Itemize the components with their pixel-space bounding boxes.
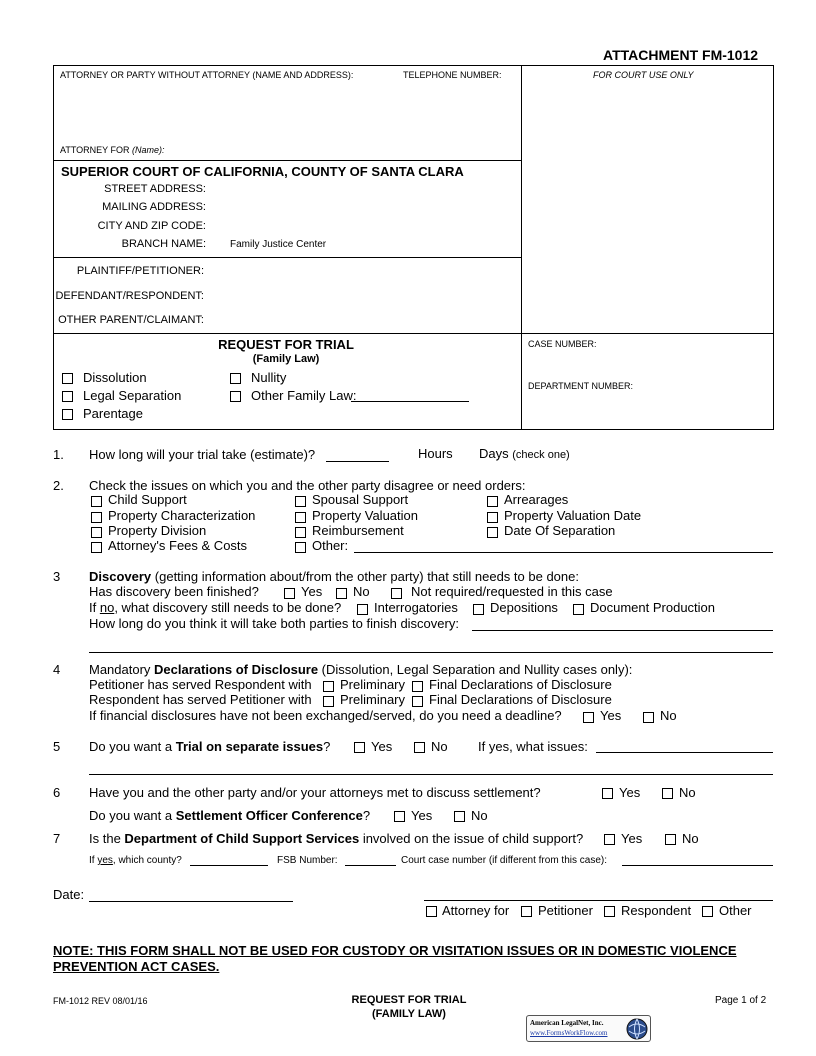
document-production-label: Document Production	[590, 600, 716, 615]
property-valuation-date-checkbox[interactable]	[487, 512, 498, 523]
no-label: No	[660, 708, 677, 723]
dissolution-label: Dissolution	[83, 370, 147, 385]
separate-trial-yes-checkbox[interactable]	[354, 742, 365, 753]
respondent-final-checkbox[interactable]	[412, 696, 423, 707]
attorney-for-checkbox[interactable]	[426, 906, 437, 917]
preliminary-label: Preliminary	[340, 677, 406, 692]
caption-divider	[521, 65, 522, 430]
yes-label: Yes	[600, 708, 622, 723]
sig-petitioner-checkbox[interactable]	[521, 906, 532, 917]
note-line-1: NOTE: THIS FORM SHALL NOT BE USED FOR CUSTODY OR VISITATION ISSUES OR IN DOMESTIC VIOLENCE	[53, 943, 737, 958]
separate-issues-label: If yes, what issues:	[478, 739, 588, 754]
other-family-law-checkbox[interactable]	[230, 391, 241, 402]
court-name: SUPERIOR COURT OF CALIFORNIA, COUNTY OF SANTA CLARA	[61, 164, 464, 179]
how-long-label: How long do you think it will take both parties to finish discovery:	[89, 616, 459, 631]
q4-number: 4	[53, 662, 61, 677]
other-parent-label: OTHER PARENT/CLAIMANT:	[58, 314, 204, 326]
discovery-no-checkbox[interactable]	[336, 588, 347, 599]
interrogatories-label: Interrogatories	[374, 600, 458, 615]
q7-number: 7	[53, 831, 61, 846]
discovery-duration-field[interactable]	[472, 630, 773, 631]
q1-number: 1.	[53, 447, 64, 462]
final-label: Final Declarations of Disclosure	[429, 692, 612, 707]
petitioner-label: Petitioner	[538, 903, 593, 918]
no-label: No	[471, 808, 488, 823]
issue-label: Property Valuation Date	[504, 508, 642, 523]
separate-issues-field-2[interactable]	[89, 774, 773, 775]
deadline-label: If financial disclosures have not been exchanged/served, do you need a deadline?	[89, 708, 562, 723]
respondent-preliminary-checkbox[interactable]	[323, 696, 334, 707]
q5-text: Do you want a Trial on separate issues?	[89, 739, 331, 754]
not-required-label: Not required/requested in this case	[411, 584, 613, 599]
q1-text: How long will your trial take (estimate)?	[89, 447, 316, 462]
no-label: No	[679, 785, 696, 800]
q2-text: Check the issues on which you and the other party disagree or need orders:	[89, 478, 526, 493]
issue-label: Property Valuation	[312, 508, 418, 523]
q7-text: Is the Department of Child Support Services involved on the issue of child support?	[89, 831, 584, 846]
issue-label: Reimbursement	[312, 523, 404, 538]
branch-name-label: BRANCH NAME:	[121, 238, 206, 250]
publisher-logo	[526, 1015, 651, 1042]
dcss-yes-checkbox[interactable]	[604, 834, 615, 845]
other-issue-field[interactable]	[354, 552, 773, 553]
parentage-checkbox[interactable]	[62, 409, 73, 420]
court-use-label: FOR COURT USE ONLY	[593, 70, 694, 80]
branch-name-value: Family Justice Center	[230, 239, 327, 250]
fsb-field[interactable]	[345, 865, 396, 866]
parentage-label: Parentage	[83, 406, 143, 421]
county-field[interactable]	[190, 865, 268, 866]
issue-label: Other:	[312, 538, 349, 553]
attachment-title: ATTACHMENT FM-1012	[603, 47, 759, 63]
not-required-checkbox[interactable]	[391, 588, 402, 599]
note-line-2: PREVENTION ACT CASES.	[53, 959, 220, 974]
department-number-label: DEPARTMENT NUMBER:	[528, 381, 634, 391]
city-zip-label: CITY AND ZIP CODE:	[97, 220, 206, 232]
arrearages-checkbox[interactable]	[487, 496, 498, 507]
attorney-for-label: ATTORNEY FOR (Name):	[60, 145, 165, 155]
property-valuation-checkbox[interactable]	[295, 512, 306, 523]
yes-label: Yes	[621, 831, 643, 846]
no-label: No	[431, 739, 448, 754]
trial-length-field[interactable]	[326, 461, 389, 462]
caption-rule	[53, 160, 521, 161]
petitioner-served-label: Petitioner has served Respondent with	[89, 677, 312, 692]
other-label: Other	[719, 903, 752, 918]
child-support-checkbox[interactable]	[91, 496, 102, 507]
attorney-label: ATTORNEY OR PARTY WITHOUT ATTORNEY (NAME AND ADDRESS):	[60, 70, 354, 80]
logo-line-2: www.FormsWorkFlow.com	[530, 1029, 608, 1037]
sig-other-checkbox[interactable]	[702, 906, 713, 917]
dcss-no-checkbox[interactable]	[665, 834, 676, 845]
issue-label: Spousal Support	[312, 492, 409, 507]
hours-label: Hours	[418, 446, 453, 461]
attorneys-fees-checkbox[interactable]	[91, 542, 102, 553]
issue-label: Property Division	[108, 523, 207, 538]
date-of-separation-checkbox[interactable]	[487, 527, 498, 538]
page-number: Page 1 of 2	[715, 995, 767, 1006]
preliminary-label: Preliminary	[340, 692, 406, 707]
q6-text: Have you and the other party and/or your attorneys met to discuss settlement?	[89, 785, 541, 800]
date-label: Date:	[53, 887, 85, 902]
days-label: Days (check one)	[479, 446, 570, 461]
soc-yes-checkbox[interactable]	[394, 811, 405, 822]
other-family-law-field[interactable]	[351, 401, 469, 402]
soc-text: Do you want a Settlement Officer Conference?	[89, 808, 371, 823]
nullity-label: Nullity	[251, 370, 287, 385]
legal-separation-checkbox[interactable]	[62, 391, 73, 402]
if-no-label: If no, what discovery still needs to be done?	[89, 600, 342, 615]
reimbursement-checkbox[interactable]	[295, 527, 306, 538]
other-issue-checkbox[interactable]	[295, 542, 306, 553]
deadline-no-checkbox[interactable]	[643, 712, 654, 723]
county-label: If yes, which county?	[89, 855, 182, 866]
form-title: REQUEST FOR TRIAL	[218, 337, 354, 352]
court-case-field[interactable]	[622, 865, 773, 866]
yes-label: Yes	[301, 584, 323, 599]
depositions-label: Depositions	[490, 600, 558, 615]
caption-rule	[53, 333, 774, 334]
issue-label: Property Characterization	[108, 508, 256, 523]
q2-number: 2.	[53, 478, 64, 493]
soc-no-checkbox[interactable]	[454, 811, 465, 822]
logo-line-1: American LegalNet, Inc.	[530, 1019, 604, 1027]
footer-title: REQUEST FOR TRIAL	[351, 994, 467, 1006]
property-characterization-checkbox[interactable]	[91, 512, 102, 523]
no-label: No	[682, 831, 699, 846]
q3-text: Discovery (getting information about/from the other party) that still needs to be done:	[89, 569, 579, 584]
final-label: Final Declarations of Disclosure	[429, 677, 612, 692]
issue-label: Arrearages	[504, 492, 569, 507]
discovery-finished-label: Has discovery been finished?	[89, 584, 259, 599]
yes-label: Yes	[371, 739, 393, 754]
mailing-address-label: MAILING ADDRESS:	[102, 201, 206, 213]
document-production-checkbox[interactable]	[573, 604, 584, 615]
form-revision: FM-1012 REV 08/01/16	[53, 996, 148, 1006]
sig-respondent-checkbox[interactable]	[604, 906, 615, 917]
q5-number: 5	[53, 739, 61, 754]
street-address-label: STREET ADDRESS:	[104, 183, 206, 195]
globe-icon	[626, 1018, 648, 1040]
plaintiff-label: PLAINTIFF/PETITIONER:	[76, 265, 204, 277]
form-subtitle: (Family Law)	[252, 353, 320, 365]
legal-separation-label: Legal Separation	[83, 388, 182, 403]
petitioner-final-checkbox[interactable]	[412, 681, 423, 692]
signature-field[interactable]	[424, 900, 773, 901]
issue-label: Attorney's Fees & Costs	[108, 538, 248, 553]
settlement-met-yes-checkbox[interactable]	[602, 788, 613, 799]
issue-label: Date Of Separation	[504, 523, 616, 538]
separate-trial-no-checkbox[interactable]	[414, 742, 425, 753]
respondent-served-label: Respondent has served Petitioner with	[89, 692, 312, 707]
footer-subtitle: (FAMILY LAW)	[372, 1008, 446, 1020]
no-label: No	[353, 584, 370, 599]
interrogatories-checkbox[interactable]	[357, 604, 368, 615]
court-case-label: Court case number (if different from this case):	[401, 855, 608, 866]
caption-rule	[53, 257, 521, 258]
yes-label: Yes	[411, 808, 433, 823]
deadline-yes-checkbox[interactable]	[583, 712, 594, 723]
defendant-label: DEFENDANT/RESPONDENT:	[55, 290, 204, 302]
q3-number: 3	[53, 569, 61, 584]
case-number-label: CASE NUMBER:	[528, 339, 597, 349]
depositions-checkbox[interactable]	[473, 604, 484, 615]
nullity-checkbox[interactable]	[230, 373, 241, 384]
q6-number: 6	[53, 785, 61, 800]
telephone-label: TELEPHONE NUMBER:	[403, 70, 502, 80]
fsb-label: FSB Number:	[277, 855, 338, 866]
discovery-yes-checkbox[interactable]	[284, 588, 295, 599]
q4-text: Mandatory Declarations of Disclosure (Dissolution, Legal Separation and Nullity cases only):	[89, 662, 633, 677]
discovery-duration-field-2[interactable]	[89, 652, 773, 653]
respondent-label: Respondent	[621, 903, 692, 918]
settlement-met-no-checkbox[interactable]	[662, 788, 673, 799]
yes-label: Yes	[619, 785, 641, 800]
separate-issues-field[interactable]	[596, 752, 773, 753]
spousal-support-checkbox[interactable]	[295, 496, 306, 507]
property-division-checkbox[interactable]	[91, 527, 102, 538]
dissolution-checkbox[interactable]	[62, 373, 73, 384]
issue-label: Child Support	[108, 492, 187, 507]
petitioner-preliminary-checkbox[interactable]	[323, 681, 334, 692]
other-family-law-label: Other Family Law:	[251, 388, 357, 403]
date-field[interactable]	[89, 901, 293, 902]
attorney-for-label-2: Attorney for	[442, 903, 510, 918]
